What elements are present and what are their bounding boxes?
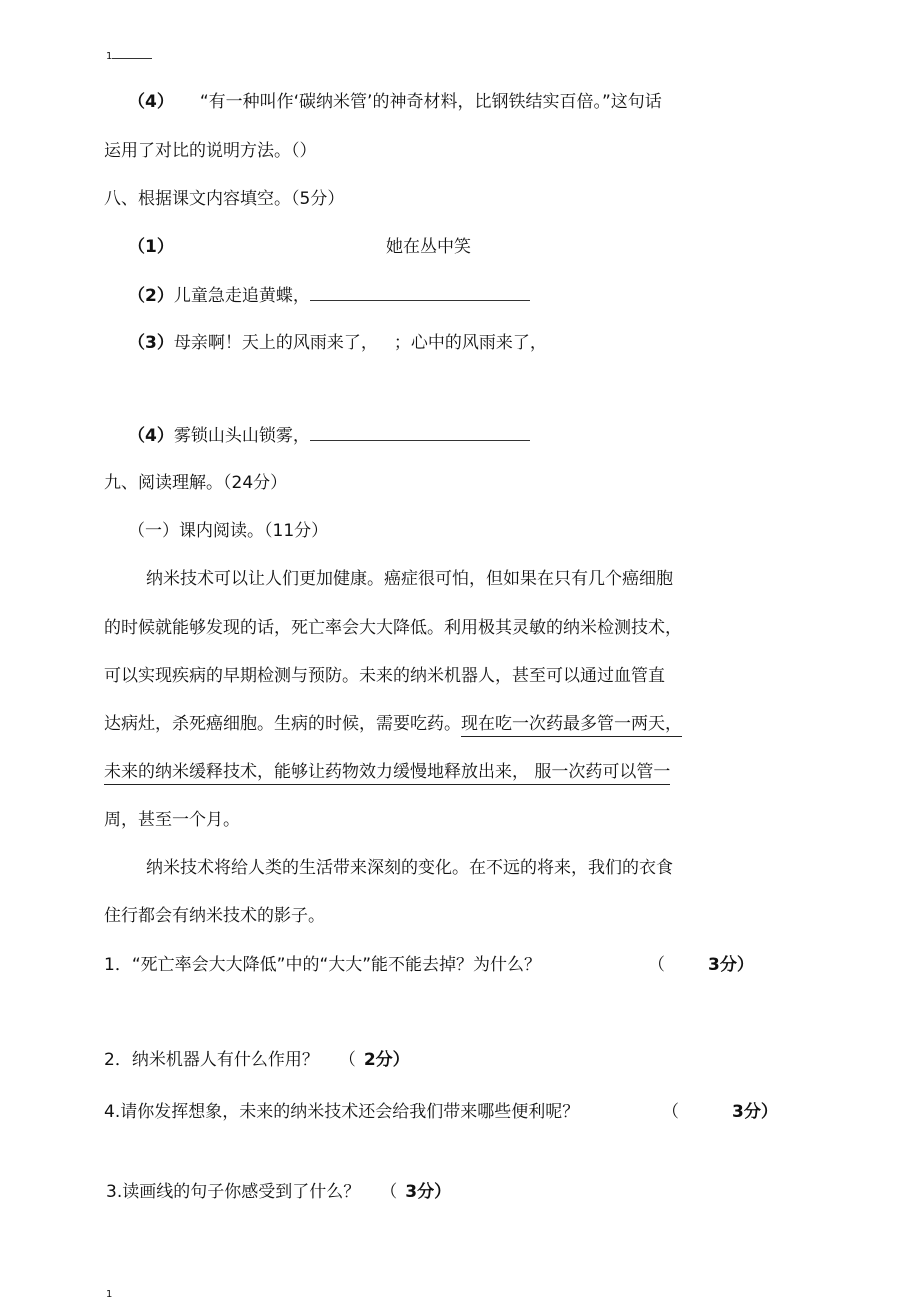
question-1-text: “死亡率会大大降低”中的“大大”能不能去掉？为什么？ xyxy=(131,955,542,975)
s8-item4-blank[interactable] xyxy=(310,424,530,441)
para1-line6: 周，甚至一个月。 xyxy=(104,810,240,830)
para1-line4-a: 达病灶，杀死癌细胞。生病的时候，需要吃药。 xyxy=(104,714,461,734)
question-2-paren: （ xyxy=(338,1050,356,1070)
s8-item4-text: 雾锁山头山锁雾， xyxy=(173,426,310,446)
s8-item2-text: 儿童急走追黄蝶， xyxy=(173,286,310,306)
question-1-number: 1． xyxy=(104,955,132,975)
s8-item3-text-b: ；心中的风雨来了， xyxy=(393,333,547,353)
para1-line4 xyxy=(104,713,682,735)
para1-line3: 可以实现疾病的早期检测与预防。未来的纳米机器人，甚至可以通过血管直 xyxy=(104,666,665,686)
para1-line2: 的时候就能够发现的话，死亡率会大大降低。利用极其灵敏的纳米检测技术， xyxy=(104,618,682,638)
s8-item2-number: （2） xyxy=(128,286,174,306)
para1-line1: 纳米技术可以让人们更加健康。癌症很可怕，但如果在只有几个癌细胞 xyxy=(146,569,673,589)
s8-item4-number: （4） xyxy=(128,426,174,446)
section8-title: 八、根据课文内容填空。（5分） xyxy=(104,189,345,209)
s8-item3 xyxy=(128,332,547,354)
q7-4-text1: “有一种叫作‘碳纳米管’的神奇材料，比钢铁结实百倍。”这句话 xyxy=(199,92,662,112)
page-number-top xyxy=(106,46,152,68)
question-1 xyxy=(104,954,541,976)
q7-4-line1 xyxy=(128,91,662,113)
question-4-text: 请你发挥想象，未来的纳米技术还会给我们带来哪些便利呢？ xyxy=(120,1102,580,1122)
page-number-rule xyxy=(112,50,152,59)
question-2-score: 2分） xyxy=(363,1050,410,1070)
q7-4-number: （4） xyxy=(128,92,174,112)
underlined-sentence-part1: 现在吃一次药最多管一两天， xyxy=(461,714,682,737)
question-4-paren: （ xyxy=(662,1102,679,1122)
question-3 xyxy=(106,1181,451,1203)
question-3-number: 3. xyxy=(106,1182,123,1202)
question-3-text: 读画线的句子你感受到了什么？ xyxy=(122,1182,361,1202)
question-2-text: 纳米机器人有什么作用？ xyxy=(131,1050,319,1070)
question-2-number: 2． xyxy=(104,1050,132,1070)
s8-item1-text: 她在丛中笑 xyxy=(386,237,471,257)
underlined-sentence-part2: 未来的纳米缓释技术，能够让药物效力缓慢地释放出来， 服一次药可以管一 xyxy=(104,762,670,785)
s8-item1 xyxy=(128,236,174,258)
s8-item2 xyxy=(128,284,530,307)
page-number-bottom: 1 xyxy=(106,1289,113,1300)
para1-line5 xyxy=(104,761,670,783)
question-2 xyxy=(104,1049,410,1071)
s8-item3-number: （3） xyxy=(128,333,174,353)
question-3-paren: （ xyxy=(380,1182,398,1202)
question-1-score: 3分） xyxy=(708,955,754,975)
q7-4-line2: 运用了对比的说明方法。（） xyxy=(104,141,317,161)
para2-line1: 纳米技术将给人类的生活带来深刻的变化。在不远的将来，我们的衣食 xyxy=(146,858,673,878)
s8-item3-text: 母亲啊！天上的风雨来了， xyxy=(173,333,378,353)
question-4 xyxy=(104,1101,579,1123)
page-number-top-text: 1 xyxy=(106,51,113,62)
question-3-score: 3分） xyxy=(405,1182,452,1202)
section9-sub1: （一）课内阅读。（11分） xyxy=(128,521,329,541)
question-4-score: 3分） xyxy=(732,1102,778,1122)
section9-title: 九、阅读理解。（24分） xyxy=(104,473,288,493)
s8-item2-blank[interactable] xyxy=(310,284,530,301)
question-1-paren: （ xyxy=(648,955,665,975)
s8-item4 xyxy=(128,424,530,447)
s8-item1-number: （1） xyxy=(128,237,174,257)
para2-line2: 住行都会有纳米技术的影子。 xyxy=(104,906,325,926)
question-4-number: 4. xyxy=(104,1102,121,1122)
